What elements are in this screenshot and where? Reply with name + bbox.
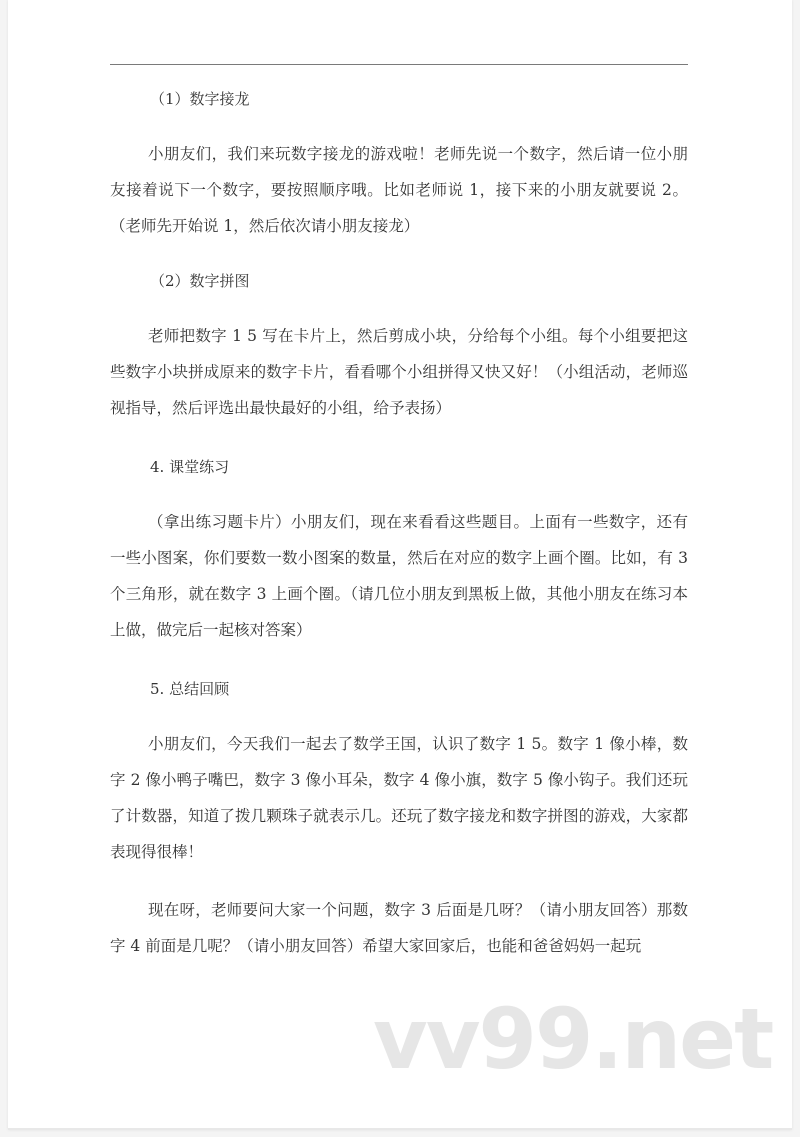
page-edge (8, 1128, 792, 1130)
site-watermark: vv99.net (373, 990, 773, 1088)
section-heading-summary: 5. 总结回顾 (150, 680, 230, 698)
header-rule (110, 64, 688, 65)
paragraph-summary: 小朋友们，今天我们一起去了数学王国，认识了数字 1 5。数字 1 像小棒，数字 2 像小鸭子嘴巴，数字 3 像小耳朵，数字 4 像小旗，数字 5 像小钩子。我们还玩了计数器，知道了拨几颗珠子就表示几。还玩了数字接龙和数字拼图的游戏，大家都表现得很棒！ (110, 735, 688, 861)
document-page (8, 0, 792, 1130)
paragraph-class-practice: （拿出练习题卡片）小朋友们，现在来看看这些题目。上面有一些数字，还有一些小图案，你们要数一数小图案的数量，然后在对应的数字上画个圈。比如，有 3 个三角形，就在数字 3 上画个圈。（请几位小朋友到黑板上做，其他小朋友在练习本上做，做完后一起核对答案） (110, 513, 688, 639)
section-heading-class-practice: 4. 课堂练习 (150, 458, 230, 476)
section-heading-number-puzzle: （2）数字拼图 (150, 272, 250, 290)
section-heading-number-chain: （1）数字接龙 (150, 90, 250, 108)
paragraph-number-chain: 小朋友们，我们来玩数字接龙的游戏啦！老师先说一个数字，然后请一位小朋友接着说下一个数字，要按照顺序哦。比如老师说 1，接下来的小朋友就要说 2。（老师先开始说 1，然后依次请小朋友接龙） (110, 145, 688, 235)
paragraph-number-puzzle: 老师把数字 1 5 写在卡片上，然后剪成小块，分给每个小组。每个小组要把这些数字小块拼成原来的数字卡片，看看哪个小组拼得又快又好！（小组活动，老师巡视指导，然后评选出最快最好的小组，给予表扬） (110, 327, 688, 417)
document-body (110, 84, 688, 964)
paragraph-questions: 现在呀，老师要问大家一个问题，数字 3 后面是几呀？（请小朋友回答）那数字 4 前面是几呢？（请小朋友回答）希望大家回家后，也能和爸爸妈妈一起玩 (110, 901, 688, 955)
